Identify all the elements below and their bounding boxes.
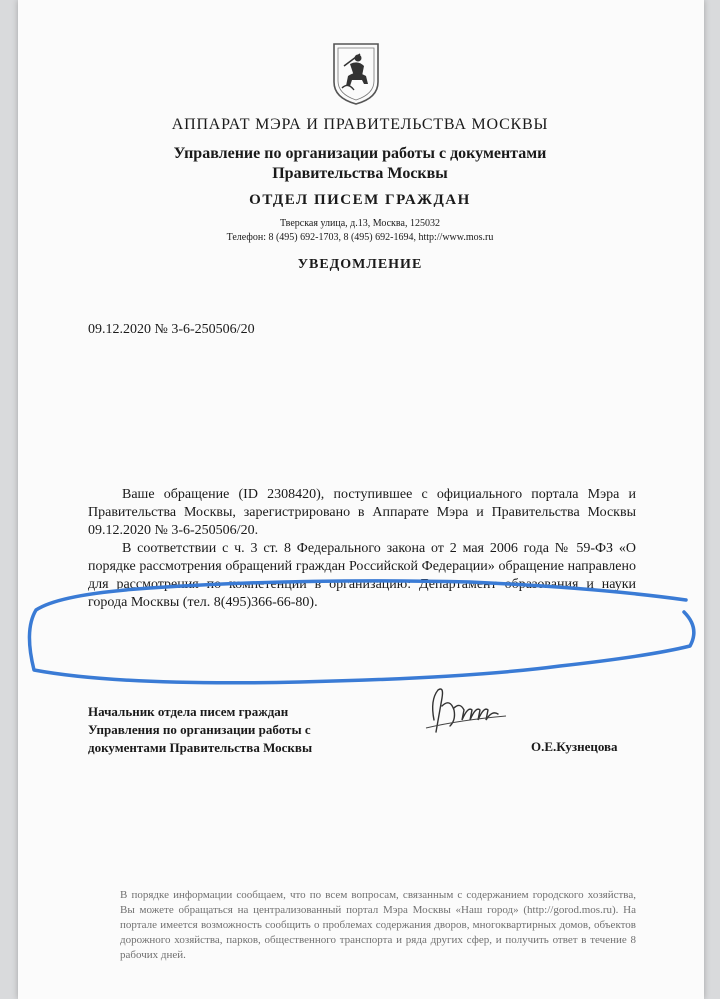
handwritten-signature [420, 680, 520, 740]
signatory-name: О.Е.Кузнецова [531, 739, 618, 754]
footer-text: В порядке информации сообщаем, что по всем вопросам, связанным с содержанием городского хозяйства, Вы можете обращаться на централизованный портал Мэра Москвы «Наш город» (http://gorod.mos.ru). На портале имеется возможность сообщить о проблемах содержания дворов, многоквартирных домов, объектов дорожного хозяйства, парков, общественного транспорта и ряда других сфер, и получить ответ в течение 8 рабочих дней. [120, 889, 636, 961]
phone: Телефон: 8 (495) 692-1703, 8 (495) 692-1694, http://www.mos.ru [226, 232, 494, 243]
address: Тверская улица, д.13, Москва, 125032 [280, 218, 440, 229]
department-name [0, 144, 720, 184]
department-name-line2: Правительства Москвы [272, 165, 448, 182]
notice-title: УВЕДОМЛЕНИЕ [297, 257, 423, 272]
signatory-title [88, 703, 312, 757]
section-name: ОТДЕЛ ПИСЕМ ГРАЖДАН [249, 192, 471, 208]
signatory-title-line2: Управления по организации работы с [88, 722, 311, 737]
signatory-title-line1: Начальник отдела писем граждан [88, 704, 289, 719]
department-name-line1: Управление по организации работы с документами [173, 145, 547, 162]
contact-block [0, 217, 720, 245]
signatory-title-line3: документами Правительства Москвы [88, 740, 313, 755]
notice-body [88, 486, 636, 612]
moscow-coat-of-arms-icon [330, 42, 382, 106]
document-reference: 09.12.2020 № 3-6-250506/20 [88, 322, 255, 337]
body-paragraph-2: В соответствии с ч. 3 ст. 8 Федерального закона от 2 мая 2006 года № 59-ФЗ «О порядке рассмотрения обращений граждан Российской Федерации» обращение направлено для рассмотрения по компетенции в организацию: Департамент образования и науки города Москвы (тел. 8(495)366-66-80). [88, 541, 636, 610]
footer-note [120, 888, 636, 963]
organization-name: АППАРАТ МЭРА И ПРАВИТЕЛЬСТВА МОСКВЫ [171, 116, 549, 133]
body-paragraph-1: Ваше обращение (ID 2308420), поступившее с официального портала Мэра и Правительства Москвы, зарегистрировано в Аппарате Мэра и Правительства Москвы 09.12.2020 № 3-6-250506/20. [88, 487, 636, 538]
